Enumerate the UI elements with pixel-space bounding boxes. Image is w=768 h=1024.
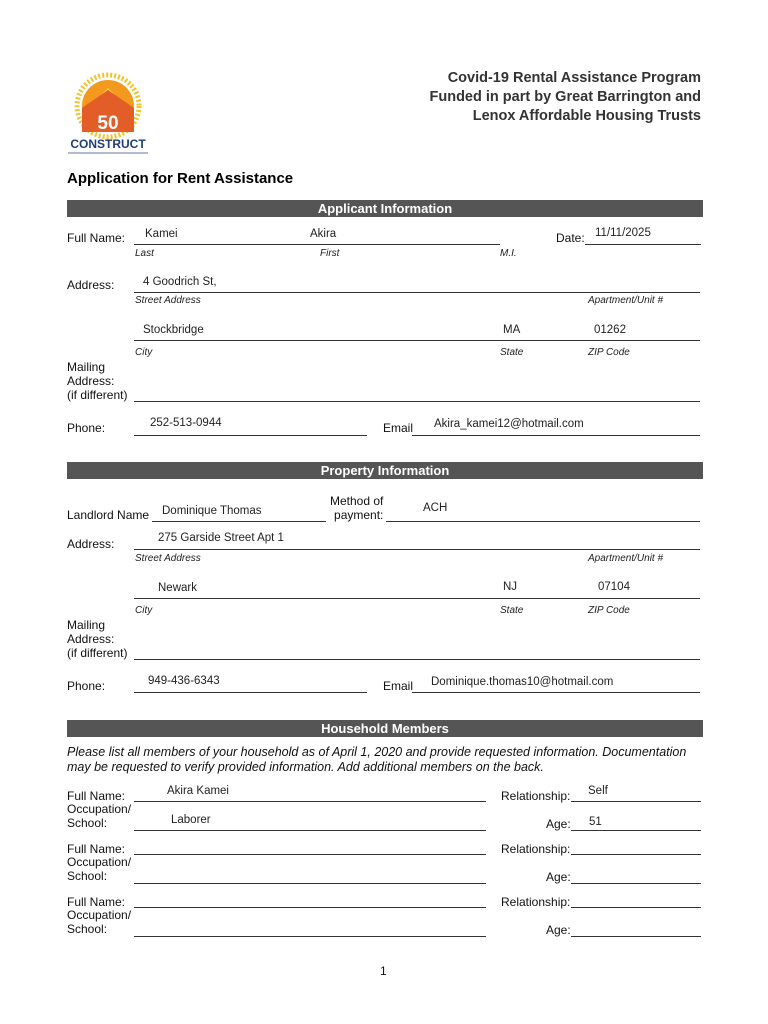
applicant-section-header: Applicant Information (67, 200, 703, 217)
logo-tagline-mark (68, 152, 148, 154)
applicant-email-value: Akira_kamei12@hotmail.com (434, 418, 584, 430)
member-age-value: 51 (589, 816, 602, 828)
applicant-last-name-value: Kamei (145, 228, 178, 240)
applicant-email-field[interactable] (412, 435, 700, 436)
date-value: 11/11/2025 (595, 227, 651, 239)
member-name-value: Akira Kamei (167, 785, 229, 797)
logo-emblem-icon (66, 72, 151, 158)
property-street-caption: Street Address (135, 553, 201, 564)
property-section-header: Property Information (67, 462, 703, 479)
applicant-state-value: MA (503, 324, 521, 336)
property-phone-field[interactable] (134, 692, 367, 693)
page-number: 1 (380, 964, 387, 978)
property-zip-caption: ZIP Code (588, 605, 630, 616)
member-occupation-label: Occupation/ School: (67, 908, 132, 936)
property-mailing-label: Mailing Address: (if different) (67, 618, 128, 660)
property-zip-value: 07104 (598, 581, 630, 593)
member-relationship-label: Relationship: (501, 842, 571, 856)
property-city-caption: City (135, 605, 153, 616)
member-age-label: Age: (546, 870, 571, 884)
member-age-field[interactable] (571, 936, 701, 937)
member-name-field[interactable] (134, 907, 486, 908)
property-email-label: Email (383, 679, 414, 693)
member-occupation-value: Laborer (171, 814, 211, 826)
construct-logo (66, 72, 151, 158)
member-age-field[interactable] (571, 830, 701, 831)
property-apartment-caption: Apartment/Unit # (588, 553, 664, 564)
member-full-name-label: Full Name: (67, 842, 126, 856)
city-caption: City (135, 347, 153, 358)
property-street-value: 275 Garside Street Apt 1 (158, 532, 284, 544)
date-label: Date: (556, 231, 585, 245)
applicant-phone-field[interactable] (134, 435, 367, 436)
date-field[interactable] (585, 244, 701, 245)
header-line-2: Funded in part by Great Barrington and (429, 89, 701, 105)
applicant-first-name-value: Akira (310, 228, 337, 240)
property-phone-value: 949-436-6343 (148, 675, 220, 687)
member-full-name-label: Full Name: (67, 789, 126, 803)
applicant-mailing-label: Mailing Address: (if different) (67, 360, 128, 402)
member-occupation-label: Occupation/ School: (67, 802, 132, 830)
header-line-1: Covid-19 Rental Assistance Program (447, 70, 701, 86)
household-member-2 (0, 837, 768, 887)
header-line-3: Lenox Affordable Housing Trusts (472, 108, 701, 124)
household-instructions: Please list all members of your household as of April 1, 2020 and provide requested information. Documentation may be requested to verify provided information. Add additional members on the back. (67, 745, 687, 774)
member-age-label: Age: (546, 923, 571, 937)
applicant-full-name-label: Full Name: (67, 231, 126, 245)
landlord-name-label: Landlord Name (67, 508, 150, 522)
apartment-caption: Apartment/Unit # (588, 295, 664, 306)
applicant-name-field[interactable] (134, 244, 500, 245)
member-relationship-label: Relationship: (501, 789, 571, 803)
applicant-city-state-zip-field[interactable] (134, 340, 700, 341)
payment-method-value: ACH (423, 502, 448, 514)
property-address-label: Address: (67, 537, 115, 551)
property-email-value: Dominique.thomas10@hotmail.com (431, 676, 614, 688)
household-section-header: Household Members (67, 720, 703, 737)
property-state-caption: State (500, 605, 524, 616)
member-occupation-label: Occupation/ School: (67, 855, 132, 883)
member-age-field[interactable] (571, 883, 701, 884)
applicant-phone-value: 252-513-0944 (150, 417, 222, 429)
first-name-caption: First (320, 248, 340, 259)
property-city-value: Newark (158, 582, 197, 594)
member-relationship-field[interactable] (571, 854, 701, 855)
property-city-state-zip-field[interactable] (134, 598, 700, 599)
applicant-street-value: 4 Goodrich St, (143, 276, 217, 288)
middle-initial-caption: M.I. (500, 248, 517, 259)
payment-method-field[interactable] (386, 521, 700, 522)
member-name-field[interactable] (134, 801, 486, 802)
member-relationship-value: Self (588, 785, 608, 797)
member-occupation-field[interactable] (134, 883, 486, 884)
street-address-caption: Street Address (135, 295, 201, 306)
member-occupation-field[interactable] (134, 936, 486, 937)
household-member-3 (0, 890, 768, 940)
document-title: Application for Rent Assistance (67, 170, 294, 187)
landlord-name-value: Dominique Thomas (162, 505, 262, 517)
logo-number: 50 (97, 113, 119, 134)
applicant-street-field[interactable] (134, 292, 700, 293)
member-relationship-field[interactable] (571, 801, 701, 802)
member-relationship-label: Relationship: (501, 895, 571, 909)
property-phone-label: Phone: (67, 679, 106, 693)
program-header (430, 69, 702, 126)
logo-name: CONSTRUCT (70, 137, 146, 151)
zip-caption: ZIP Code (588, 347, 630, 358)
member-full-name-label: Full Name: (67, 895, 126, 909)
applicant-mailing-field[interactable] (134, 401, 700, 402)
state-caption: State (500, 347, 524, 358)
payment-method-label: Method of payment: (330, 494, 384, 522)
member-age-label: Age: (546, 817, 571, 831)
property-street-field[interactable] (134, 549, 700, 550)
household-member-1 (0, 784, 768, 834)
applicant-phone-label: Phone: (67, 421, 106, 435)
landlord-name-field[interactable] (152, 521, 326, 522)
applicant-email-label: Email (383, 421, 414, 435)
property-state-value: NJ (503, 581, 518, 593)
member-occupation-field[interactable] (134, 830, 486, 831)
last-name-caption: Last (135, 248, 154, 259)
member-relationship-field[interactable] (571, 907, 701, 908)
property-email-field[interactable] (412, 692, 700, 693)
member-name-field[interactable] (134, 854, 486, 855)
applicant-city-value: Stockbridge (143, 324, 204, 336)
applicant-address-label: Address: (67, 278, 115, 292)
property-mailing-field[interactable] (134, 659, 700, 660)
applicant-zip-value: 01262 (594, 324, 626, 336)
